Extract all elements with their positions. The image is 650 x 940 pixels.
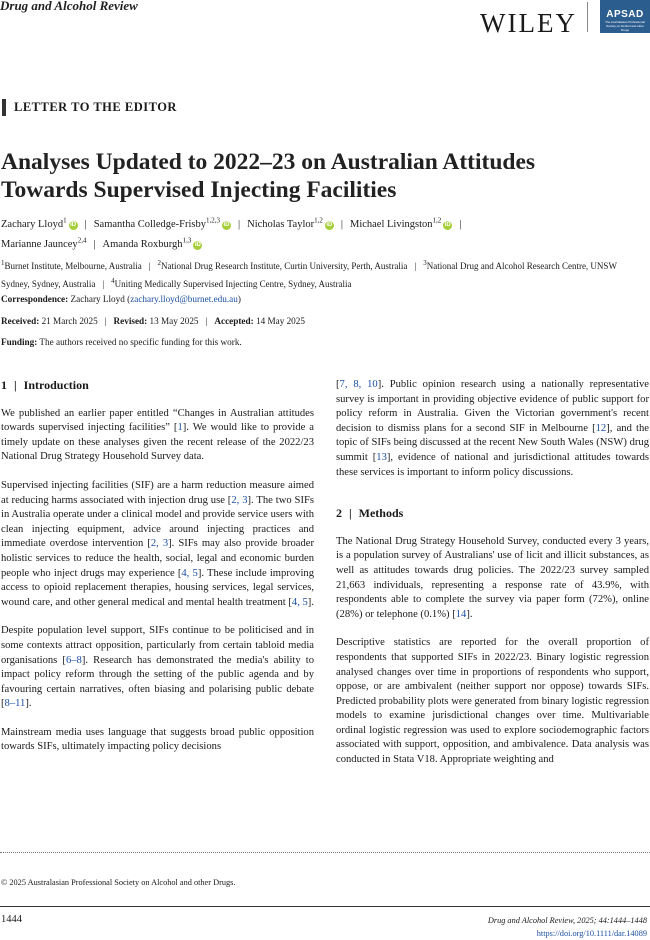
footer-rule — [0, 906, 650, 907]
author[interactable]: Amanda Roxburgh$^{1,3}$iD — [102, 236, 201, 250]
author[interactable]: Samantha Colledge-Frisby$^{1,2,3}$iD — [93, 216, 230, 230]
society-badge-subtitle: The Australasian Professional Society on Alcohol and other Drugs — [605, 20, 645, 32]
author-list: Zachary Lloyd$^1$iD | Samantha Colledge-Frisby$^{1,2,3}$iD | Nicholas Taylor$^{1,2}$iD | Michael Livingston$^{1,2}$iD | Marianne Jauncey$^{2,4}$ | Amanda Roxburgh$^{1,3}$iD — [1, 216, 462, 250]
author[interactable]: Marianne Jauncey$^{2,4}$ — [1, 236, 87, 250]
footnote-divider — [0, 852, 650, 853]
section-heading-methods: 2 | Methods — [336, 506, 404, 521]
email-link[interactable]: zachary.lloyd@burnet.edu.au — [130, 294, 238, 304]
orcid-icon[interactable]: iD — [223, 221, 230, 228]
article-title: Analyses Updated to 2022–23 on Australian Attitudes Towards Supervised Injecting Facilities — [1, 149, 536, 203]
doi-link[interactable]: https://doi.org/10.1111/dar.14089 — [536, 929, 647, 938]
header-divider — [587, 2, 588, 32]
correspondence: Correspondence: Zachary Lloyd (zachary.lloyd@burnet.edu.au) — [1, 294, 241, 304]
orcid-icon[interactable]: iD — [194, 242, 201, 248]
reference-link[interactable]: 12 — [595, 422, 607, 434]
author[interactable]: Zachary Lloyd$^1$iD — [1, 216, 77, 230]
publisher-logo[interactable]: WILEY — [480, 8, 577, 38]
reference-link[interactable]: 1 — [177, 422, 183, 434]
reference-link[interactable]: 2, 3 — [150, 538, 169, 550]
right-column — [336, 378, 649, 768]
paragraph: The National Drug Strategy Household Survey, conducted every 3 years, is a population survey of Australians' use of licit and illicit substances, as well as attitudes towards drug policies. The 2022/23 survey sampled 21,663 individuals, representing a response rate of 43.9%, with respondents able to complete the survey via paper form (72%), online (28%) or telephone (0.1%) [14]. — [336, 535, 649, 620]
paragraph: Despite population level support, SIFs continue to be politicised and in some contexts attract opposition, particularly from certain tabloid media organisations [6–8]. Research has demonstrated the media's ability to impact policy reform through the setting of the public agenda and by favouring certain narratives, often biasing and polarising public debate [8–11]. — [1, 625, 314, 710]
reference-link[interactable]: 4, 5 — [291, 596, 308, 608]
reference-link[interactable]: 4, 5 — [181, 567, 198, 579]
paragraph: Mainstream media uses language that suggests broad public opposition towards SIFs, ultimately impacting policy decisions — [1, 726, 314, 753]
citation — [488, 914, 647, 940]
society-badge[interactable] — [600, 0, 650, 33]
paragraph: Supervised injecting facilities (SIF) are a harm reduction measure aimed at reducing harms associated with injection drug use [2, 3]. The two SIFs in Australia operate under a clinical model and provide service users with clean injecting equipment, advice around injecting practices and immediate overdose intervention [2, 3]. SIFs may also provide broader holistic services to reduce the health, social, legal and economic burden people who inject drugs may experience [4, 5]. These include improving access to opioid replacement therapies, housing services, legal services, wound care, and other general medical and mental health treatment [4, 5]. — [1, 479, 314, 608]
copyright: © 2025 Australasian Professional Society on Alcohol and other Drugs. — [1, 878, 236, 887]
reference-link[interactable]: 14 — [455, 608, 467, 620]
orcid-icon[interactable]: iD — [326, 221, 333, 228]
orcid-icon[interactable]: iD — [444, 221, 451, 228]
paragraph: [7, 8, 10]. Public opinion research using a nationally representative survey is important in providing objective evidence of public support for policy reform in Australia. Given the Victorian government's recent decision to dismiss plans for a second SIF in Melbourne [12], and the topic of SIFs being discussed at the recent New South Wales (NSW) drug summit [13], evidence of national and jurisdictional attitudes towards these services is important to inform policy discussions. — [336, 379, 649, 478]
author[interactable]: Nicholas Taylor$^{1,2}$iD — [247, 216, 333, 230]
funding: Funding: The authors received no specific funding for this work. — [1, 337, 242, 347]
reference-link[interactable]: 13 — [376, 451, 387, 463]
article-type-bar — [2, 99, 6, 116]
paragraph: Descriptive statistics are reported for the overall proportion of respondents that supported SIFs in 2022/23. Binary logistic regression analysed changes over time in proportions of respondents who support, oppose, or are ambivalent (neither support nor oppose) towards SIFs. Predicted probability plots were generated from binary logistic regression models to examine jurisdictional changes over time. Multivariable ordinal logistic regression was used to explore sociodemographic factors associated with support, opposition, and ambivalence. Data analysis was conducted in Stata V18. Appropriate weighting and — [336, 637, 649, 766]
reference-link[interactable]: 6–8 — [65, 654, 82, 666]
section-heading-introduction: 1 | Introduction — [1, 378, 89, 392]
article-type — [2, 99, 177, 116]
dates: Received: 21 March 2025 | Revised: 13 May 2025 | Accepted: 14 May 2025 — [1, 316, 305, 326]
reference-link[interactable]: 8–11 — [4, 698, 26, 710]
paragraph: We published an earlier paper entitled “Changes in Australian attitudes towards supervised injecting facilities” [1]. We would like to provide a timely update on these analyses given the recent release of the 2022/23 National Drug Strategy Household Survey data. — [1, 407, 314, 463]
page-number: 1444 — [1, 914, 22, 925]
article-type-label: LETTER TO THE EDITOR — [14, 100, 177, 114]
author[interactable]: Michael Livingston$^{1,2}$iD — [349, 216, 451, 230]
affiliations: $^1$Burnet Institute, Melbourne, Australia | $^2$National Drug Research Institute, Curtin University, Perth, Australia | $^3$National Drug and Alcohol Research Centre, UNSW Sydney, Sydney, Australia | $^4$Uniting Medically Supervised Injecting Centre, Sydney, Australia — [1, 259, 617, 289]
society-badge-label: APSAD — [606, 9, 644, 20]
citation-text: Drug and Alcohol Review, 2025; 44:1444–1448 — [487, 916, 647, 925]
journal-name: Drug and Alcohol Review — [0, 0, 138, 13]
reference-link[interactable]: 7, 8, 10 — [339, 379, 378, 390]
reference-link[interactable]: 2, 3 — [231, 494, 248, 506]
orcid-icon[interactable]: iD — [70, 221, 77, 228]
left-column — [1, 378, 314, 755]
